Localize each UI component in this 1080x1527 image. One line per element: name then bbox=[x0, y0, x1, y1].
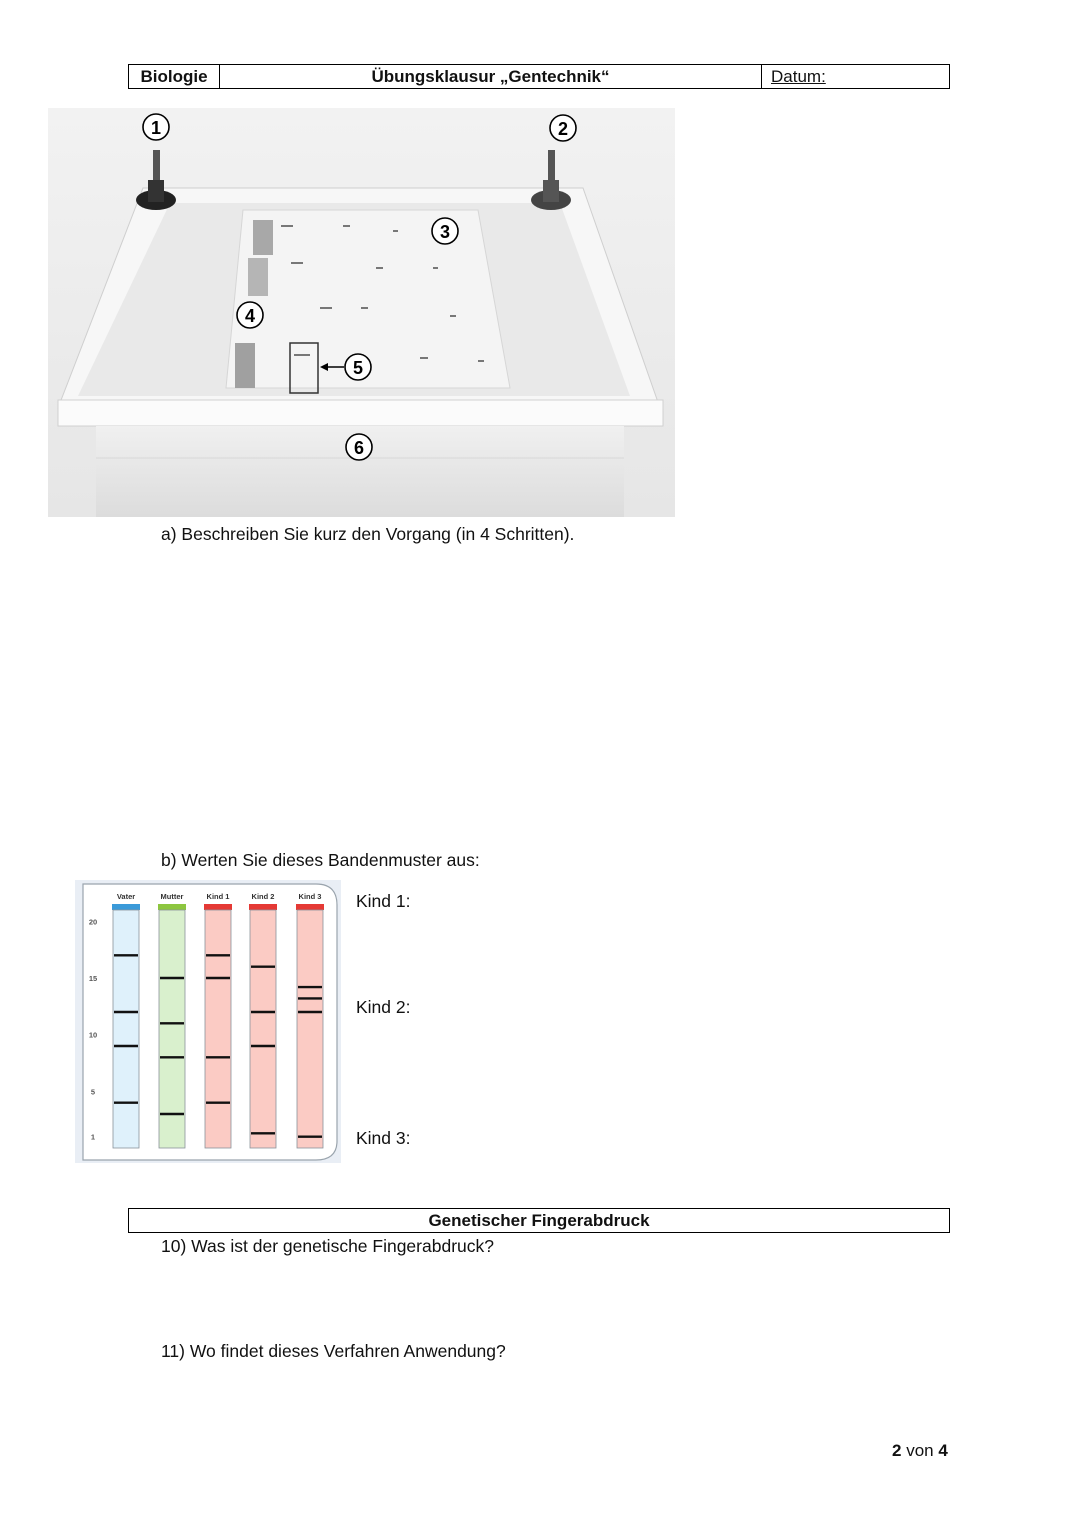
question-11: 11) Wo findet dieses Verfahren Anwendung? bbox=[161, 1341, 506, 1361]
answer-kind-2-label: Kind 2: bbox=[356, 997, 411, 1017]
task-a: a) Beschreiben Sie kurz den Vorgang (in 4 Schritten). bbox=[161, 524, 575, 544]
band-pattern-chart bbox=[75, 880, 341, 1163]
date-cell: Datum: bbox=[771, 67, 826, 86]
y-tick-label: 1 bbox=[90, 1132, 96, 1142]
lane-header-bar bbox=[204, 904, 232, 910]
y-tick-label: 5 bbox=[90, 1087, 96, 1097]
lane-strip bbox=[250, 910, 276, 1148]
apparatus-label-3: 3 bbox=[439, 222, 451, 242]
apparatus-label-1: 1 bbox=[150, 118, 162, 138]
page-number bbox=[892, 1441, 948, 1461]
lane-strip bbox=[113, 910, 139, 1148]
lane-strip bbox=[205, 910, 231, 1148]
lane-header-bar bbox=[112, 904, 140, 910]
lane-strip bbox=[159, 910, 185, 1148]
section-title: Genetischer Fingerabdruck bbox=[128, 1208, 950, 1233]
page-sep: von bbox=[906, 1441, 934, 1460]
task-b: b) Werten Sie dieses Bandenmuster aus: bbox=[161, 850, 480, 870]
apparatus-label-2: 2 bbox=[557, 119, 569, 139]
subject-cell: Biologie bbox=[129, 65, 220, 88]
page-current: 2 bbox=[892, 1441, 902, 1460]
page-total: 4 bbox=[938, 1441, 948, 1460]
answer-kind-3-label: Kind 3: bbox=[356, 1128, 411, 1148]
lane-label: Kind 2 bbox=[251, 892, 275, 901]
y-tick-label: 20 bbox=[88, 917, 98, 927]
gel-electrophoresis-illustration bbox=[48, 108, 675, 517]
lane-label: Vater bbox=[116, 892, 136, 901]
apparatus-label-4: 4 bbox=[244, 306, 256, 326]
question-10: 10) Was ist der genetische Fingerabdruck? bbox=[161, 1236, 494, 1256]
lane-header-bar bbox=[296, 904, 324, 910]
title-cell: Übungsklausur „Gentechnik“ bbox=[220, 65, 762, 88]
y-tick-label: 10 bbox=[88, 1030, 98, 1040]
lane-label: Kind 3 bbox=[298, 892, 322, 901]
apparatus-label-5: 5 bbox=[352, 358, 364, 378]
lane-header-bar bbox=[249, 904, 277, 910]
lane-header-bar bbox=[158, 904, 186, 910]
apparatus-label-6: 6 bbox=[353, 438, 365, 458]
lane-label: Kind 1 bbox=[206, 892, 230, 901]
lane-strip bbox=[297, 910, 323, 1148]
answer-kind-1-label: Kind 1: bbox=[356, 891, 411, 911]
y-tick-label: 15 bbox=[88, 974, 98, 983]
lane-label: Mutter bbox=[160, 892, 184, 901]
header-table bbox=[128, 64, 950, 89]
